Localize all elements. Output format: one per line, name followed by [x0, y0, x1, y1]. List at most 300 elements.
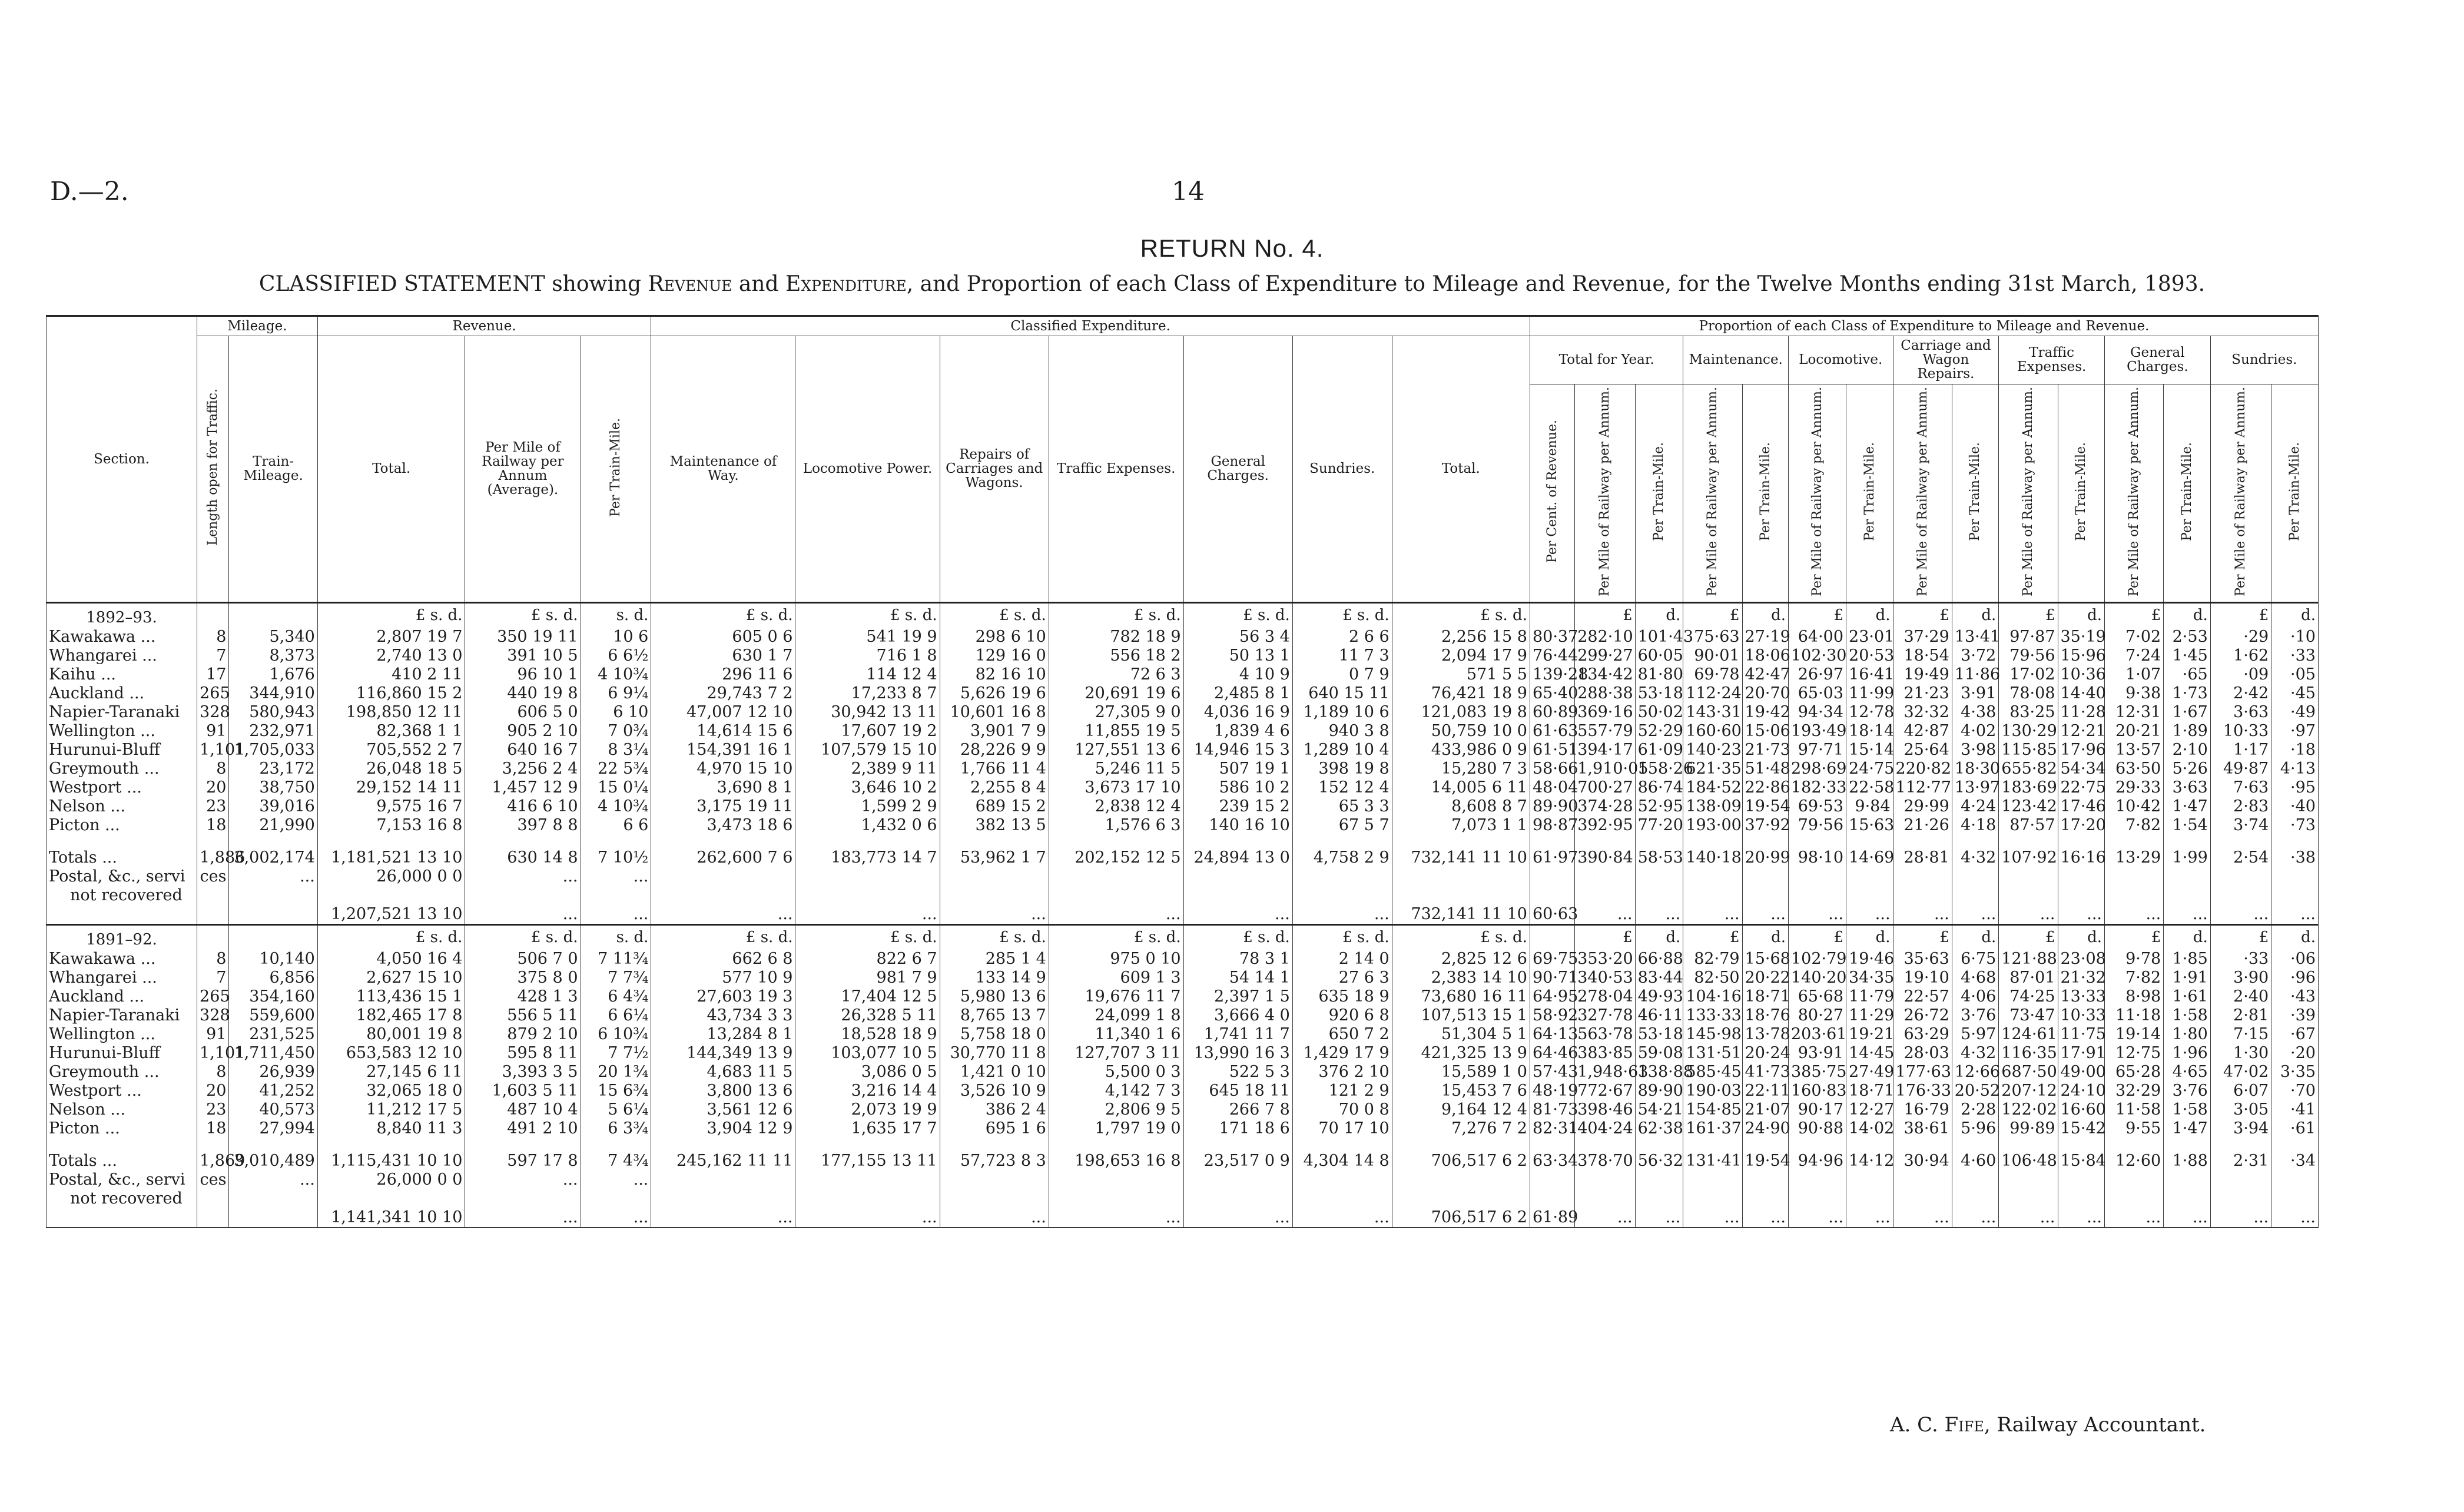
table-cell: ... — [465, 1208, 581, 1228]
table-cell: Kaihu ... — [47, 665, 197, 684]
unit-cell: £ — [1788, 602, 1846, 628]
table-cell: 7·24 — [2105, 646, 2164, 665]
table-cell: ... — [2058, 1208, 2105, 1228]
table-cell: 24·75 — [1846, 760, 1893, 778]
unit-cell: d. — [2164, 602, 2211, 628]
unit-cell: £ s. d. — [1049, 924, 1183, 950]
table-cell — [197, 886, 229, 905]
table-cell: 2,256 15 8 — [1392, 628, 1530, 646]
table-cell: 8,608 8 7 — [1392, 797, 1530, 816]
table-cell: 7 10½ — [581, 844, 651, 867]
table-cell: 3,901 7 9 — [940, 722, 1049, 741]
spacer-cell — [1742, 835, 1788, 844]
table-cell: 6 10 — [581, 703, 651, 722]
table-cell: 1·99 — [2164, 844, 2211, 867]
table-cell: 782 18 9 — [1049, 628, 1183, 646]
table-cell: 556 5 11 — [465, 1006, 581, 1025]
table-cell: 82,368 1 1 — [317, 722, 465, 741]
table-cell: 288·38 — [1575, 684, 1635, 703]
spacer-cell — [795, 835, 940, 844]
table-cell: 7·82 — [2105, 969, 2164, 987]
table-cell — [940, 886, 1049, 905]
table-cell: 700·27 — [1575, 778, 1635, 797]
table-cell: Greymouth ... — [47, 1063, 197, 1082]
table-cell: 2·10 — [2164, 741, 2211, 760]
col-sundries-per-mile-label: Per Mile of Railway per Annum. — [2233, 386, 2249, 596]
table-cell: 16·16 — [2058, 844, 2105, 867]
table-cell: ·41 — [2271, 1100, 2319, 1119]
table-cell: 207·12 — [1999, 1082, 2058, 1100]
table-cell: 97·87 — [1999, 628, 2058, 646]
spacer-cell — [940, 1138, 1049, 1148]
table-cell — [47, 1208, 197, 1228]
table-cell: ... — [1952, 1208, 1999, 1228]
unit-cell: £ — [1893, 924, 1952, 950]
table-cell: 8 — [197, 950, 229, 969]
table-cell: 26,000 0 0 — [317, 1171, 465, 1189]
table-cell: 20·99 — [1742, 844, 1788, 867]
table-cell: 115·85 — [1999, 741, 2058, 760]
table-cell: 6·75 — [1952, 950, 1999, 969]
table-cell — [1742, 1171, 1788, 1189]
table-cell: 385·75 — [1788, 1063, 1846, 1082]
table-cell: 5·96 — [1952, 1119, 1999, 1138]
table-cell: Wellington ... — [47, 722, 197, 741]
table-cell: 1,948·63 — [1575, 1063, 1635, 1082]
table-cell: 60·63 — [1530, 905, 1574, 925]
table-cell: 404·24 — [1575, 1119, 1635, 1138]
table-cell: 65 3 3 — [1292, 797, 1392, 816]
table-cell: 144,349 13 9 — [651, 1044, 795, 1063]
table-cell: 12·60 — [2105, 1148, 2164, 1171]
table-cell: 18·54 — [1893, 646, 1952, 665]
table-cell: 597 17 8 — [465, 1148, 581, 1171]
table-cell: ... — [2164, 1208, 2211, 1228]
unit-cell: d. — [2058, 924, 2105, 950]
table-cell: ·34 — [2271, 1148, 2319, 1171]
table-cell: ... — [2105, 1208, 2164, 1228]
table-cell: 42·47 — [1742, 665, 1788, 684]
table-cell — [1530, 1189, 1574, 1208]
table-cell: 57,723 8 3 — [940, 1148, 1049, 1171]
table-cell — [1575, 886, 1635, 905]
table-cell: 2·31 — [2210, 1148, 2271, 1171]
table-cell: 81·80 — [1635, 665, 1683, 684]
table-cell: 8·98 — [2105, 987, 2164, 1006]
table-cell: 107·92 — [1999, 844, 2058, 867]
table-cell: Westport ... — [47, 1082, 197, 1100]
table-cell: 1·85 — [2164, 950, 2211, 969]
subgroup-general-charges: General Charges. — [2105, 336, 2211, 384]
col-total-per-train-mile-label: Per Train-Mile. — [1651, 442, 1667, 541]
table-cell: 61·97 — [1530, 844, 1574, 867]
postal-row-continued — [47, 886, 2319, 905]
table-cell: 161·37 — [1683, 1119, 1742, 1138]
table-cell — [1392, 867, 1530, 886]
unit-cell: £ — [1575, 924, 1635, 950]
table-cell: 13·78 — [1742, 1025, 1788, 1044]
spacer-cell — [581, 835, 651, 844]
table-cell: 392·95 — [1575, 816, 1635, 835]
unit-cell: d. — [1846, 602, 1893, 628]
table-row — [47, 646, 2319, 665]
table-cell: 6 6½ — [581, 646, 651, 665]
table-cell: ... — [1893, 1208, 1952, 1228]
table-cell: 11·86 — [1952, 665, 1999, 684]
table-cell — [1292, 886, 1392, 905]
table-cell: 46·11 — [1635, 1006, 1683, 1025]
col-revenue-total: Total. — [317, 336, 465, 602]
table-cell: ... — [1999, 905, 2058, 925]
table-cell — [1292, 867, 1392, 886]
table-cell: 606 5 0 — [465, 703, 581, 722]
table-cell: 1·67 — [2164, 703, 2211, 722]
table-cell: 10·36 — [2058, 665, 2105, 684]
table-cell — [1999, 1189, 2058, 1208]
table-cell: 57·43 — [1530, 1063, 1574, 1082]
spacer-cell — [581, 1138, 651, 1148]
table-cell: Nelson ... — [47, 1100, 197, 1119]
table-cell: 20 — [197, 1082, 229, 1100]
table-cell — [1049, 886, 1183, 905]
table-cell: 716 1 8 — [795, 646, 940, 665]
table-cell — [197, 905, 229, 925]
table-cell — [1683, 886, 1742, 905]
table-cell: 86·74 — [1635, 778, 1683, 797]
table-cell — [1575, 867, 1635, 886]
table-cell: 16·79 — [1893, 1100, 1952, 1119]
table-cell: 507 19 1 — [1183, 760, 1292, 778]
table-cell: 32·32 — [1893, 703, 1952, 722]
table-cell: 11·75 — [2058, 1025, 2105, 1044]
table-cell: 39,016 — [229, 797, 317, 816]
unit-cell: s. d. — [581, 924, 651, 950]
table-cell: 52·95 — [1635, 797, 1683, 816]
table-cell: 160·83 — [1788, 1082, 1846, 1100]
table-cell: 15·06 — [1742, 722, 1788, 741]
table-cell: ... — [1742, 905, 1788, 925]
table-cell: 152 12 4 — [1292, 778, 1392, 797]
table-cell: 2,397 1 5 — [1183, 987, 1292, 1006]
table-cell: 99·89 — [1999, 1119, 2058, 1138]
table-cell: 14·40 — [2058, 684, 2105, 703]
table-cell: 630 14 8 — [465, 844, 581, 867]
table-cell — [1292, 1189, 1392, 1208]
spacer-cell — [1788, 835, 1846, 844]
table-cell: 1,741 11 7 — [1183, 1025, 1292, 1044]
table-cell: 42·87 — [1893, 722, 1952, 741]
table-cell: 80·37 — [1530, 628, 1574, 646]
table-cell: ... — [651, 1208, 795, 1228]
subgroup-traffic-expenses: Traffic Expenses. — [1999, 336, 2105, 384]
table-cell: 3,175 19 11 — [651, 797, 795, 816]
table-cell: 140·20 — [1788, 969, 1846, 987]
table-cell: 43,734 3 3 — [651, 1006, 795, 1025]
table-cell: 20·52 — [1952, 1082, 1999, 1100]
table-cell: 10,601 16 8 — [940, 703, 1049, 722]
col-traffic-expenses: Traffic Expenses. — [1049, 336, 1183, 602]
subgroup-locomotive: Locomotive. — [1788, 336, 1893, 384]
table-cell: ... — [1683, 905, 1742, 925]
table-cell: 7 7¾ — [581, 969, 651, 987]
table-cell — [1183, 886, 1292, 905]
unit-cell — [1530, 602, 1574, 628]
table-cell: 577 10 9 — [651, 969, 795, 987]
table-cell: 15,280 7 3 — [1392, 760, 1530, 778]
table-cell: 21·73 — [1742, 741, 1788, 760]
table-cell: 83·44 — [1635, 969, 1683, 987]
table-row — [47, 628, 2319, 646]
table-cell: 595 8 11 — [465, 1044, 581, 1063]
col-total-per-train-mile — [1635, 384, 1683, 602]
table-cell — [465, 886, 581, 905]
table-cell: 90·17 — [1788, 1100, 1846, 1119]
table-cell — [2105, 1171, 2164, 1189]
table-cell — [2105, 1189, 2164, 1208]
table-cell: 48·04 — [1530, 778, 1574, 797]
col-sundries-per-train-mile-label: Per Train-Mile. — [2287, 442, 2303, 541]
table-cell: 65·68 — [1788, 987, 1846, 1006]
table-cell: 4 10 9 — [1183, 665, 1292, 684]
table-cell: 13·33 — [2058, 987, 2105, 1006]
table-cell: Auckland ... — [47, 684, 197, 703]
unit-cell — [229, 602, 317, 628]
table-cell: 6,856 — [229, 969, 317, 987]
table-row — [47, 703, 2319, 722]
table-cell: Picton ... — [47, 1119, 197, 1138]
unit-cell: £ s. d. — [940, 924, 1049, 950]
table-row — [47, 987, 2319, 1006]
table-cell: 22·58 — [1846, 778, 1893, 797]
unit-cell: £ s. d. — [940, 602, 1049, 628]
table-cell: 3·74 — [2210, 816, 2271, 835]
table-cell: 15·42 — [2058, 1119, 2105, 1138]
table-cell: 4,142 7 3 — [1049, 1082, 1183, 1100]
col-general-charges: General Charges. — [1183, 336, 1292, 602]
table-cell: 18·14 — [1846, 722, 1893, 741]
table-cell: 3·90 — [2210, 969, 2271, 987]
table-cell: 48·19 — [1530, 1082, 1574, 1100]
table-cell: 90·01 — [1683, 646, 1742, 665]
table-cell: 28·03 — [1893, 1044, 1952, 1063]
table-cell: 3,673 17 10 — [1049, 778, 1183, 797]
table-cell: 10 6 — [581, 628, 651, 646]
table-cell: ·96 — [2271, 969, 2319, 987]
table-cell — [651, 1171, 795, 1189]
table-cell: 2,383 14 10 — [1392, 969, 1530, 987]
table-cell: 239 15 2 — [1183, 797, 1292, 816]
table-cell: 10,140 — [229, 950, 317, 969]
table-cell: 2,825 12 6 — [1392, 950, 1530, 969]
table-cell: 64·13 — [1530, 1025, 1574, 1044]
table-cell: 154·85 — [1683, 1100, 1742, 1119]
table-cell: 124·61 — [1999, 1025, 2058, 1044]
table-cell: 14·12 — [1846, 1148, 1893, 1171]
table-cell: 64·95 — [1530, 987, 1574, 1006]
table-cell: 6·07 — [2210, 1082, 2271, 1100]
group-proportion: Proportion of each Class of Expenditure to Mileage and Revenue. — [1530, 316, 2318, 336]
spacer-cell — [1893, 835, 1952, 844]
col-sundries-per-mile — [2210, 384, 2271, 602]
unit-cell: £ s. d. — [1292, 602, 1392, 628]
spacer-cell — [1683, 1138, 1742, 1148]
table-cell: ... — [1788, 905, 1846, 925]
table-cell: 4,758 2 9 — [1292, 844, 1392, 867]
table-cell: 25·64 — [1893, 741, 1952, 760]
table-cell: 296 11 6 — [651, 665, 795, 684]
table-cell: 282·10 — [1575, 628, 1635, 646]
table-row — [47, 1044, 2319, 1063]
table-cell: 7 0¾ — [581, 722, 651, 741]
table-cell: 21·32 — [2058, 969, 2105, 987]
table-cell: 64·46 — [1530, 1044, 1574, 1063]
table-cell — [1049, 1171, 1183, 1189]
table-cell: ·49 — [2271, 703, 2319, 722]
table-cell: 22·86 — [1742, 778, 1788, 797]
table-cell: 20·70 — [1742, 684, 1788, 703]
table-cell: 5,340 — [229, 628, 317, 646]
table-cell — [1893, 1189, 1952, 1208]
table-cell: 586 10 2 — [1183, 778, 1292, 797]
table-cell — [1183, 1189, 1292, 1208]
table-cell: 3·35 — [2271, 1063, 2319, 1082]
unit-cell: d. — [1635, 602, 1683, 628]
table-cell: 22·11 — [1742, 1082, 1788, 1100]
table-cell: 706,517 6 2 — [1392, 1208, 1530, 1228]
table-cell — [1392, 1171, 1530, 1189]
table-cell: 9·38 — [2105, 684, 2164, 703]
table-cell: 4·24 — [1952, 797, 1999, 816]
table-cell — [1893, 867, 1952, 886]
table-cell: 101·43 — [1635, 628, 1683, 646]
table-cell — [940, 1189, 1049, 1208]
table-cell: ... — [795, 1208, 940, 1228]
table-cell: 28·81 — [1893, 844, 1952, 867]
table-row — [47, 1119, 2319, 1138]
table-cell — [2271, 867, 2319, 886]
table-cell: 369·16 — [1575, 703, 1635, 722]
table-cell: 1,115,431 10 10 — [317, 1148, 465, 1171]
table-cell: 13·29 — [2105, 844, 2164, 867]
table-cell — [1392, 1189, 1530, 1208]
table-cell: 1·91 — [2164, 969, 2211, 987]
totals-row — [47, 844, 2319, 867]
table-cell: 920 6 8 — [1292, 1006, 1392, 1025]
table-cell: 63·29 — [1893, 1025, 1952, 1044]
table-cell: 139·28 — [1530, 665, 1574, 684]
table-cell: 278·04 — [1575, 987, 1635, 1006]
table-cell: 1,869 — [197, 1148, 229, 1171]
table-cell: ... — [1952, 905, 1999, 925]
spacer-cell — [2105, 1138, 2164, 1148]
table-cell — [1575, 1189, 1635, 1208]
table-cell: 49·00 — [2058, 1063, 2105, 1082]
table-cell: 29·99 — [1893, 797, 1952, 816]
table-row — [47, 684, 2319, 703]
spacer-cell — [1049, 835, 1183, 844]
table-cell: 82·31 — [1530, 1119, 1574, 1138]
table-cell: 11·79 — [1846, 987, 1893, 1006]
table-cell: 49·87 — [2210, 760, 2271, 778]
table-cell: 12·27 — [1846, 1100, 1893, 1119]
table-row — [47, 1006, 2319, 1025]
col-loco-per-train-mile-label: Per Train-Mile. — [1862, 442, 1877, 541]
col-per-cent-revenue-label: Per Cent. of Revenue. — [1545, 419, 1560, 563]
table-cell: 61·63 — [1530, 722, 1574, 741]
table-row — [47, 816, 2319, 835]
table-cell: 158·26 — [1635, 760, 1683, 778]
table-cell — [1999, 1171, 2058, 1189]
table-cell: 50,759 10 0 — [1392, 722, 1530, 741]
table-cell: 650 7 2 — [1292, 1025, 1392, 1044]
table-cell: ... — [1742, 1208, 1788, 1228]
table-cell: 41·73 — [1742, 1063, 1788, 1082]
spacer-cell — [1846, 1138, 1893, 1148]
table-cell — [1530, 886, 1574, 905]
table-cell: 65·28 — [2105, 1063, 2164, 1082]
table-cell: 90·71 — [1530, 969, 1574, 987]
table-cell — [1392, 886, 1530, 905]
table-cell: 11,855 19 5 — [1049, 722, 1183, 741]
col-revenue-per-train-mile — [581, 336, 651, 602]
spacer-cell — [2058, 835, 2105, 844]
table-cell: 29,743 7 2 — [651, 684, 795, 703]
spacer-cell — [1392, 1138, 1530, 1148]
col-per-cent-revenue — [1530, 384, 1574, 602]
table-row — [47, 722, 2319, 741]
table-cell: 662 6 8 — [651, 950, 795, 969]
table-cell: 14·45 — [1846, 1044, 1893, 1063]
table-cell: 177,155 13 11 — [795, 1148, 940, 1171]
table-cell: 138·88 — [1635, 1063, 1683, 1082]
table-cell: 80·27 — [1788, 1006, 1846, 1025]
table-cell: 23·08 — [2058, 950, 2105, 969]
unit-cell: d. — [1742, 924, 1788, 950]
table-cell: 18·71 — [1742, 987, 1788, 1006]
table-cell: 104·16 — [1683, 987, 1742, 1006]
table-cell — [229, 886, 317, 905]
table-cell — [1683, 867, 1742, 886]
table-cell: 63·34 — [1530, 1148, 1574, 1171]
table-cell: ces — [197, 1171, 229, 1189]
table-cell: 123·42 — [1999, 797, 2058, 816]
table-cell: 705,552 2 7 — [317, 741, 465, 760]
table-cell: 75·63 — [1683, 628, 1742, 646]
table-cell: 285 1 4 — [940, 950, 1049, 969]
table-cell: 61·51 — [1530, 741, 1574, 760]
table-cell: ·97 — [2271, 722, 2319, 741]
table-cell: 60·89 — [1530, 703, 1574, 722]
postal-label-line2: not recovered — [47, 1189, 197, 1208]
table-cell: 82·50 — [1683, 969, 1742, 987]
table-cell — [2058, 1171, 2105, 1189]
table-cell: 8,765 13 7 — [940, 1006, 1049, 1025]
table-cell: 27·19 — [1742, 628, 1788, 646]
table-cell — [1635, 1171, 1683, 1189]
block-1892-93 — [47, 602, 2319, 924]
table-cell: 143·31 — [1683, 703, 1742, 722]
table-cell: 7 11¾ — [581, 950, 651, 969]
col-traffic-per-mile-label: Per Mile of Railway per Annum. — [2021, 386, 2036, 596]
table-cell: 18·30 — [1952, 760, 1999, 778]
table-cell: 30,770 11 8 — [940, 1044, 1049, 1063]
table-cell: 1,432 0 6 — [795, 816, 940, 835]
table-cell: 1,910·05 — [1575, 760, 1635, 778]
table-cell: 8 — [197, 628, 229, 646]
table-cell: 13·97 — [1952, 778, 1999, 797]
table-cell: Auckland ... — [47, 987, 197, 1006]
units-row — [47, 602, 2319, 628]
